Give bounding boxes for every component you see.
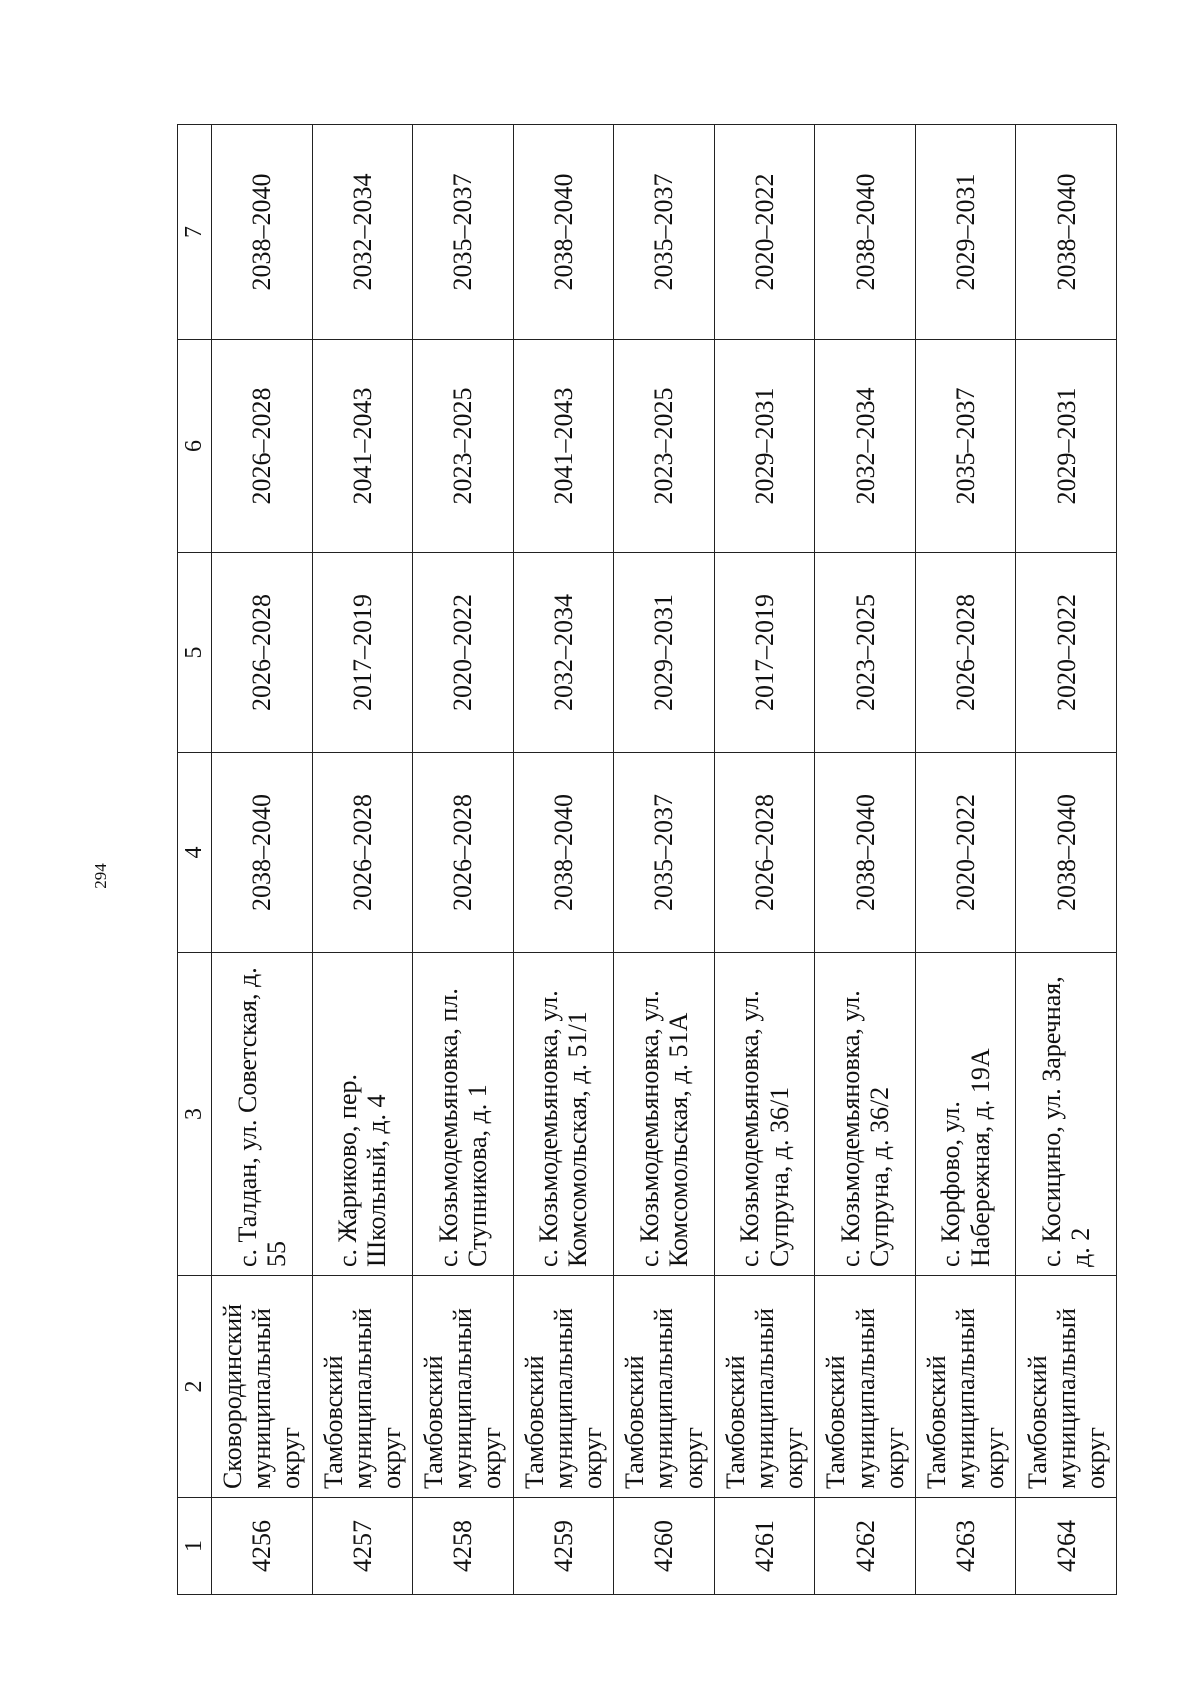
row-number-cell: 4264 [1016, 1498, 1117, 1595]
table-body [212, 125, 1117, 1595]
page-number: 294 [91, 863, 110, 889]
column-header: 7 [178, 125, 212, 340]
row-number-cell: 4263 [915, 1498, 1016, 1595]
row-number-cell: 4262 [815, 1498, 916, 1595]
table-row [614, 125, 715, 1595]
period-col5-cell: 2017–2019 [714, 553, 815, 753]
row-number-cell: 4258 [413, 1498, 514, 1595]
period-col6-cell: 2023–2025 [413, 340, 514, 553]
district-cell: Тамбовский муниципальный округ [915, 1276, 1016, 1498]
period-col6-cell: 2026–2028 [212, 340, 313, 553]
address-cell: с. Козьмодемьяновка, пл. Ступникова, д. 1 [413, 953, 514, 1276]
period-col7-cell: 2035–2037 [614, 125, 715, 340]
period-col5-cell: 2032–2034 [513, 553, 614, 753]
period-col4-cell: 2026–2028 [714, 753, 815, 953]
period-col6-cell: 2041–2043 [513, 340, 614, 553]
period-col5-cell: 2026–2028 [915, 553, 1016, 753]
period-col4-cell: 2038–2040 [815, 753, 916, 953]
table-row [312, 125, 413, 1595]
period-col7-cell: 2038–2040 [1016, 125, 1117, 340]
table-header-row [178, 125, 212, 1595]
period-col4-cell: 2038–2040 [212, 753, 313, 953]
row-number-cell: 4256 [212, 1498, 313, 1595]
row-number-cell: 4260 [614, 1498, 715, 1595]
district-cell: Тамбовский муниципальный округ [312, 1276, 413, 1498]
table-row [212, 125, 313, 1595]
address-cell: с. Косицино, ул. Заречная, д. 2 [1016, 953, 1117, 1276]
period-col4-cell: 2038–2040 [1016, 753, 1117, 953]
row-number-cell: 4257 [312, 1498, 413, 1595]
period-col7-cell: 2032–2034 [312, 125, 413, 340]
period-col6-cell: 2035–2037 [915, 340, 1016, 553]
table-row [815, 125, 916, 1595]
column-header: 5 [178, 553, 212, 753]
period-col5-cell: 2023–2025 [815, 553, 916, 753]
district-cell: Тамбовский муниципальный округ [815, 1276, 916, 1498]
column-header: 6 [178, 340, 212, 553]
period-col7-cell: 2038–2040 [513, 125, 614, 340]
address-cell: с. Козьмодемьяновка, ул. Комсомольская, д. 51/1 [513, 953, 614, 1276]
table-container [177, 125, 1117, 1595]
period-col5-cell: 2020–2022 [413, 553, 514, 753]
district-cell: Тамбовский муниципальный округ [413, 1276, 514, 1498]
period-col4-cell: 2026–2028 [413, 753, 514, 953]
column-header: 1 [178, 1498, 212, 1595]
period-col6-cell: 2023–2025 [614, 340, 715, 553]
column-header: 3 [178, 953, 212, 1276]
address-cell: с. Талдан, ул. Советская, д. 55 [212, 953, 313, 1276]
district-cell: Тамбовский муниципальный округ [513, 1276, 614, 1498]
row-number-cell: 4259 [513, 1498, 614, 1595]
period-col4-cell: 2038–2040 [513, 753, 614, 953]
period-col5-cell: 2029–2031 [614, 553, 715, 753]
period-col4-cell: 2020–2022 [915, 753, 1016, 953]
address-cell: с. Козьмодемьяновка, ул. Комсомольская, д. 51А [614, 953, 715, 1276]
table-row [413, 125, 514, 1595]
address-cell: с. Корфово, ул. Набережная, д. 19А [915, 953, 1016, 1276]
column-header: 2 [178, 1276, 212, 1498]
district-cell: Тамбовский муниципальный округ [614, 1276, 715, 1498]
period-col7-cell: 2038–2040 [212, 125, 313, 340]
period-col6-cell: 2041–2043 [312, 340, 413, 553]
data-table [177, 124, 1117, 1595]
period-col5-cell: 2020–2022 [1016, 553, 1117, 753]
address-cell: с. Козьмодемьяновка, ул. Супруна, д. 36/2 [815, 953, 916, 1276]
period-col5-cell: 2017–2019 [312, 553, 413, 753]
column-header: 4 [178, 753, 212, 953]
period-col7-cell: 2020–2022 [714, 125, 815, 340]
row-number-cell: 4261 [714, 1498, 815, 1595]
district-cell: Сковородинский муниципальный округ [212, 1276, 313, 1498]
table-row [714, 125, 815, 1595]
address-cell: с. Жариково, пер. Школьный, д. 4 [312, 953, 413, 1276]
district-cell: Тамбовский муниципальный округ [1016, 1276, 1117, 1498]
period-col6-cell: 2029–2031 [1016, 340, 1117, 553]
period-col5-cell: 2026–2028 [212, 553, 313, 753]
period-col7-cell: 2035–2037 [413, 125, 514, 340]
table-row [915, 125, 1016, 1595]
table-row [1016, 125, 1117, 1595]
period-col7-cell: 2029–2031 [915, 125, 1016, 340]
period-col6-cell: 2032–2034 [815, 340, 916, 553]
table-row [513, 125, 614, 1595]
district-cell: Тамбовский муниципальный округ [714, 1276, 815, 1498]
period-col4-cell: 2035–2037 [614, 753, 715, 953]
address-cell: с. Козьмодемьяновка, ул. Супруна, д. 36/1 [714, 953, 815, 1276]
period-col4-cell: 2026–2028 [312, 753, 413, 953]
period-col7-cell: 2038–2040 [815, 125, 916, 340]
period-col6-cell: 2029–2031 [714, 340, 815, 553]
